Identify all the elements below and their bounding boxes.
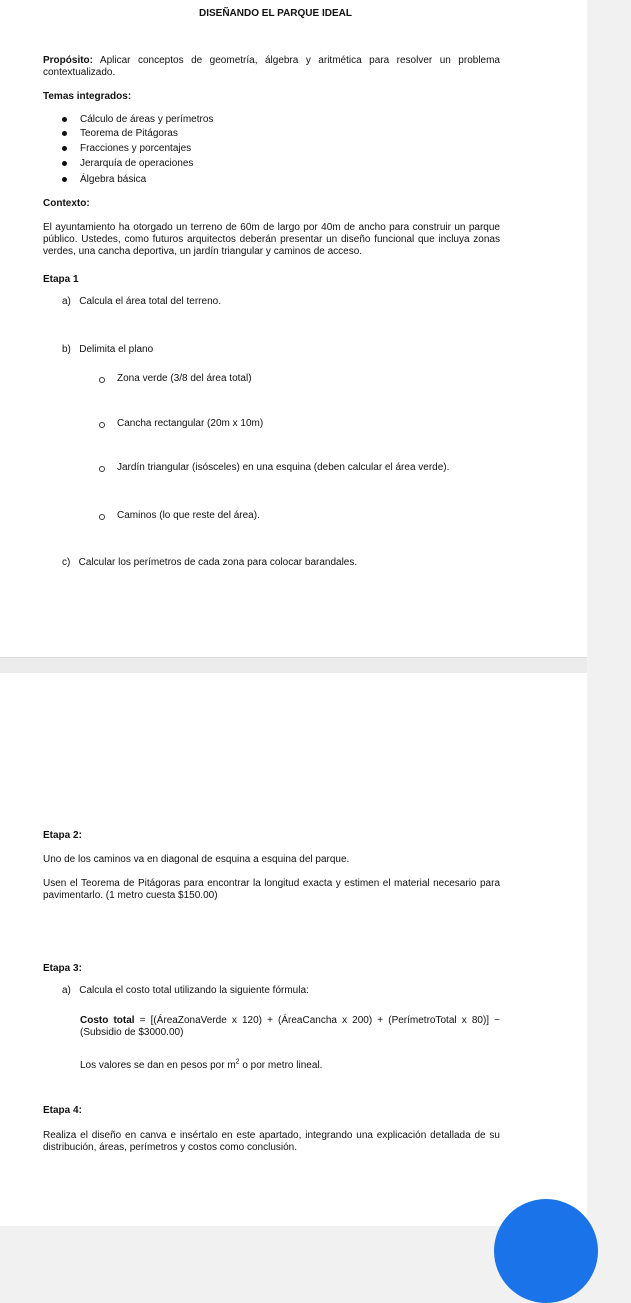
stage1-subitem: Jardín triangular (isósceles) en una esquina (deben calcular el área verde). [117,462,450,473]
stage4-heading: Etapa 4: [43,1105,82,1116]
stage1-item-c: c) Calcular los perímetros de cada zona para colocar barandales. [62,557,358,568]
hollow-bullet [99,514,105,520]
bullet-dot [62,117,67,122]
stage3-heading: Etapa 3: [43,963,82,974]
stage1-heading: Etapa 1 [43,274,79,285]
floating-action-button[interactable] [494,1199,598,1303]
stage2-paragraph-1: Uno de los caminos va en diagonal de esquina a esquina del parque. [43,854,350,865]
topic-item: Álgebra básica [80,174,147,185]
page-separator [0,657,587,674]
formula-label: Costo total [80,1015,135,1026]
hollow-bullet [99,377,105,383]
stage1-subitem: Cancha rectangular (20m x 10m) [117,418,264,429]
purpose-text: Aplicar conceptos de geometría, álgebra y aritmética para resolver un problema contextualizado. [43,55,500,78]
formula-text: = [(ÁreaZonaVerde x 120) + (ÁreaCancha x 200) + (PerímetroTotal x 80)] − (Subsidio de $3000.00) [80,1015,500,1038]
purpose-paragraph [43,55,500,79]
bullet-dot [62,146,67,151]
stage1-item-a: a) Calcula el área total del terreno. [62,296,221,307]
note-text-end: o por metro lineal. [239,1060,323,1071]
context-heading: Contexto: [43,198,90,209]
stage2-heading: Etapa 2: [43,830,82,841]
note-text: Los valores se dan en pesos por m [80,1060,236,1071]
bullet-dot [62,161,67,166]
stage3-formula [80,1015,500,1039]
purpose-label: Propósito: [43,55,93,66]
hollow-bullet [99,422,105,428]
stage3-note [80,1060,322,1072]
topic-item: Teorema de Pitágoras [80,128,178,139]
stage1-item-b: b) Delimita el plano [62,344,154,355]
topic-item: Jerarquía de operaciones [80,158,194,169]
stage3-item-a: a) Calcula el costo total utilizando la siguiente fórmula: [62,985,309,996]
bullet-dot [62,177,67,182]
hollow-bullet [99,466,105,472]
bullet-dot [62,131,67,136]
context-paragraph: El ayuntamiento ha otorgado un terreno de 60m de largo por 40m de ancho para construir un parque público. Ustedes, como futuros arquitectos deberán presentar un diseño funcional que incluya zonas verdes, una cancha deportiva, un jardín triangular y caminos de acceso. [43,222,500,257]
stage1-subitem: Caminos (lo que reste del área). [117,510,260,521]
topic-item: Fracciones y porcentajes [80,143,192,154]
document-title: DISEÑANDO EL PARQUE IDEAL [199,8,352,19]
topics-heading: Temas integrados: [43,91,132,102]
stage1-subitem: Zona verde (3/8 del área total) [117,373,252,384]
note-superscript: 2 [235,1058,240,1066]
stage4-paragraph: Realiza el diseño en canva e insértalo en este apartado, integrando una explicación detallada de su distribución, áreas, perímetros y costos como conclusión. [43,1130,500,1153]
topic-item: Cálculo de áreas y perímetros [80,114,214,125]
stage2-paragraph-2: Usen el Teorema de Pitágoras para encontrar la longitud exacta y estimen el material necesario para pavimentarlo. (1 metro cuesta $150.00) [43,878,500,901]
